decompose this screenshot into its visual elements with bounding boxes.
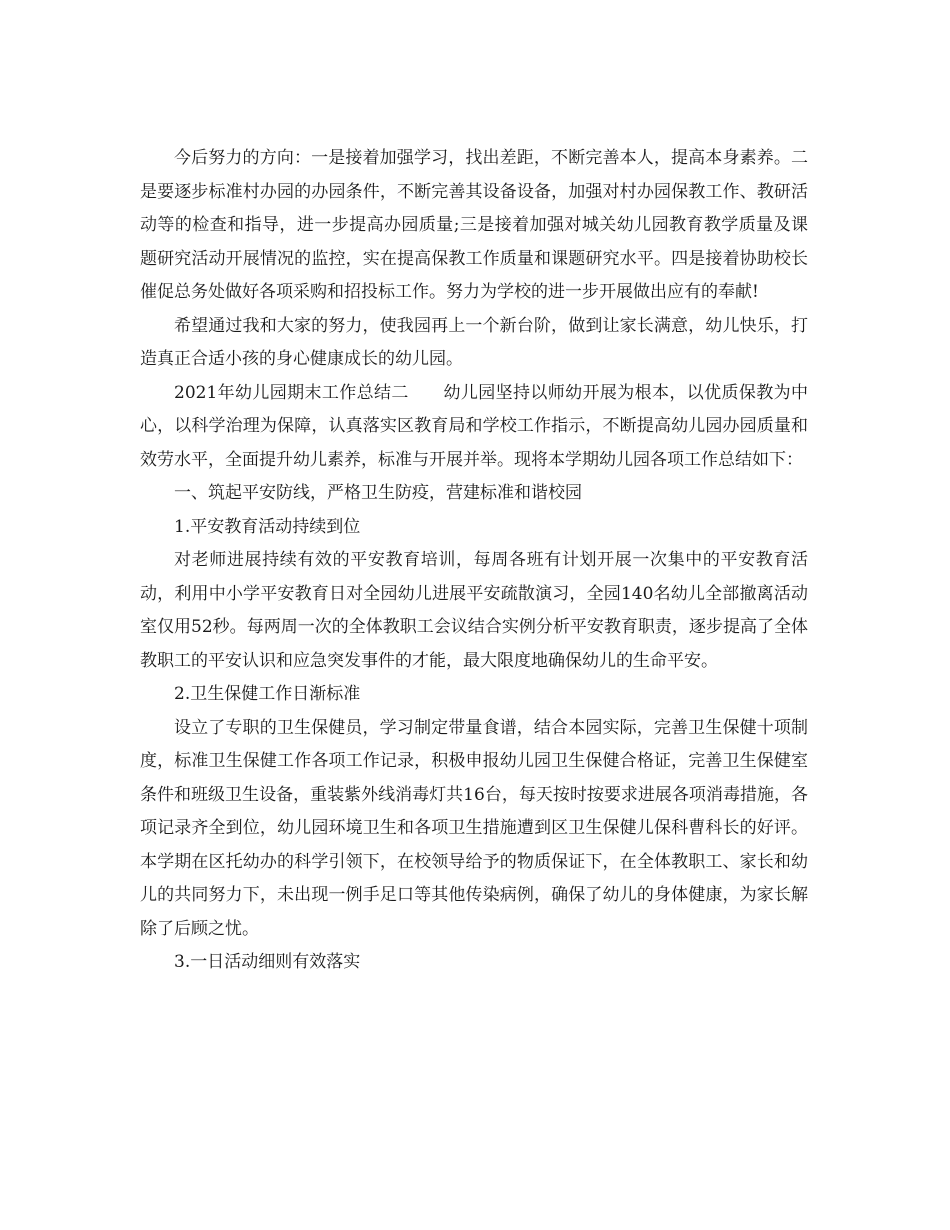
paragraph-hope: 希望通过我和大家的努力，使我园再上一个新台阶，做到让家长满意，幼儿快乐，打造真正合适小孩的身心健康成长的幼儿园。 (140, 315, 808, 369)
subheading-health-care: 2.卫生保健工作日渐标准 (174, 684, 361, 704)
subheading-daily-activities: 3.一日活动细则有效落实 (174, 952, 361, 972)
paragraph-summary-two-intro: 2021年幼儿园期末工作总结二 幼儿园坚持以师幼开展为根本，以优质保教为中心，以科学治理为保障，认真落实区教育局和学校工作指示，不断提高幼儿园办园质量和效劳水平，全面提升幼儿素养，标准与开展并举。现将本学期幼儿园各项工作总结如下： (140, 382, 808, 470)
paragraph-safety-education: 对老师进展持续有效的平安教育培训，每周各班有计划开展一次集中的平安教育活动，利用中小学平安教育日对全园幼儿进展平安疏散演习，全园140名幼儿全部撤离活动室仅用52秒。每两周一次的全体教职工会议结合实例分析平安教育职责，逐步提高了全体教职工的平安认识和应急突发事件的才能，最大限度地确保幼儿的生命平安。 (140, 550, 808, 671)
document-body (140, 142, 808, 980)
subheading-safety-education: 1.平安教育活动持续到位 (174, 516, 361, 537)
paragraph-health-care: 设立了专职的卫生保健员，学习制定带量食谱，结合本园实际，完善卫生保健十项制度，标准卫生保健工作各项工作记录，积极申报幼儿园卫生保健合格证，完善卫生保健室条件和班级卫生设备，重装紫外线消毒灯共16台，每天按时按要求进展各项消毒措施，各项记录齐全到位，幼儿园环境卫生和各项卫生措施遭到区卫生保健儿保科曹科长的好评。本学期在区托幼办的科学引领下，在校领导给予的物质保证下，在全体教职工、家长和幼儿的共同努力下，未出现一例手足口等其他传染病例，确保了幼儿的身体健康，为家长解除了后顾之忧。 (140, 717, 808, 939)
section-heading-safety: 一、筑起平安防线，严格卫生防疫，营建标准和谐校园 (174, 483, 582, 503)
paragraph-future-direction: 今后努力的方向：一是接着加强学习，找出差距，不断完善本人，提高本身素养。二是要逐步标准村办园的办园条件，不断完善其设备设备，加强对村办园保教工作、教研活动等的检查和指导，进一步提高办园质量;三是接着加强对城关幼儿园教育教学质量及课题研究活动开展情况的监控，实在提高保教工作质量和课题研究水平。四是接着协助校长催促总务处做好各项采购和招投标工作。努力为学校的进一步开展做出应有的奉献! (140, 148, 808, 302)
